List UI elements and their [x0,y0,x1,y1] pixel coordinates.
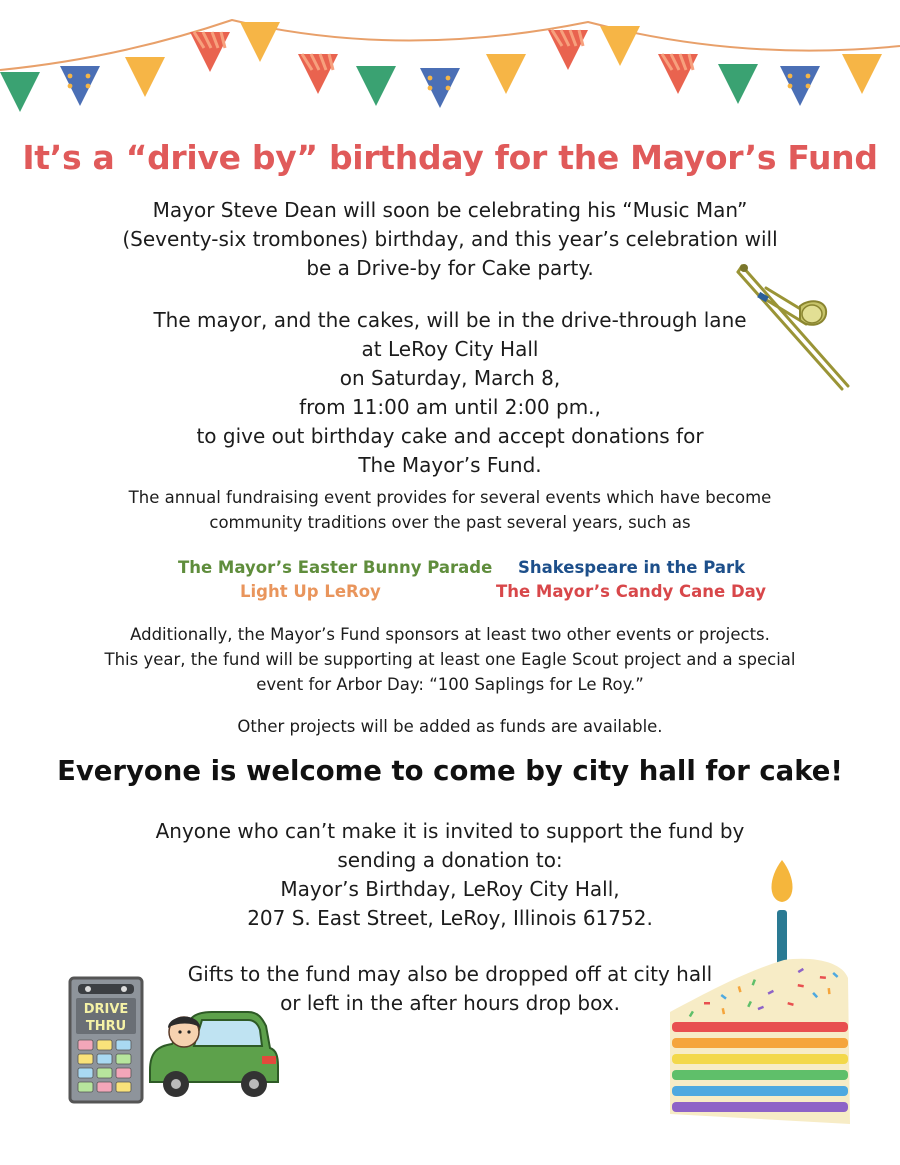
bunting-flag [420,68,460,108]
donation-line: sending a donation to: [337,848,563,872]
other-projects [0,714,900,739]
intro-line: Mayor Steve Dean will soon be celebrating his “Music Man” [152,198,748,222]
details-line: to give out birthday cake and accept donations for [196,424,704,448]
additional-line: Additionally, the Mayor’s Fund sponsors at least two other events or projects. [130,625,770,644]
additional-line: This year, the fund will be supporting at least one Eagle Scout project and a special [104,650,796,669]
annual-line: community traditions over the past several years, such as [209,513,691,532]
other-projects-text: Other projects will be added as funds are available. [237,717,663,736]
gifts-line: or left in the after hours drop box. [280,991,620,1015]
bunting-flag [842,54,882,94]
drive-sign-line: DRIVE [83,1002,129,1017]
intro-line: be a Drive-by for Cake party. [306,256,594,280]
donation-line: Mayor’s Birthday, LeRoy City Hall, [280,877,620,901]
event-candy-cane-day: The Mayor’s Candy Cane Day [496,582,767,601]
donation-line: Anyone who can’t make it is invited to support the fund by [155,819,745,843]
bunting-flag [240,22,280,62]
event-light-up-leroy: Light Up LeRoy [240,582,381,601]
gifts-line: Gifts to the fund may also be dropped off at city hall [187,962,713,986]
additional-paragraph [0,622,900,697]
bunting-flag [60,66,100,106]
donation-line: 207 S. East Street, LeRoy, Illinois 61752. [247,906,653,930]
bunting-flag [356,66,396,106]
birthday-cake-icon [664,852,854,1130]
bunting-flag [718,64,758,104]
bunting-flag [486,54,526,94]
details-line: at LeRoy City Hall [361,337,539,361]
drive-sign-line: THRU [85,1019,127,1034]
bunting-flag [125,57,165,97]
event-shakespeare-in-the-park: Shakespeare in the Park [518,558,746,577]
additional-line: event for Arbor Day: “100 Saplings for Le Roy.” [256,675,644,694]
bunting-flag [600,26,640,66]
event-easter-bunny-parade: The Mayor’s Easter Bunny Parade [178,558,493,577]
bunting-flag [0,72,40,112]
bunting-flag [780,66,820,106]
trombone-icon [730,258,860,393]
intro-line: (Seventy-six trombones) birthday, and this year’s celebration will [122,227,778,251]
details-line: from 11:00 am until 2:00 pm., [299,395,601,419]
bunting-banner [0,0,900,120]
annual-paragraph [0,485,900,535]
annual-line: The annual fundraising event provides for several events which have become [128,488,772,507]
details-line: The Mayor’s Fund. [358,453,542,477]
details-line: on Saturday, March 8, [339,366,561,390]
welcome-heading: Everyone is welcome to come by city hall for cake! [57,755,843,787]
drive-thru-car-icon [62,970,282,1110]
details-line: The mayor, and the cakes, will be in the drive-through lane [153,308,747,332]
page-title: It’s a “drive by” birthday for the Mayor’s Fund [22,138,878,177]
